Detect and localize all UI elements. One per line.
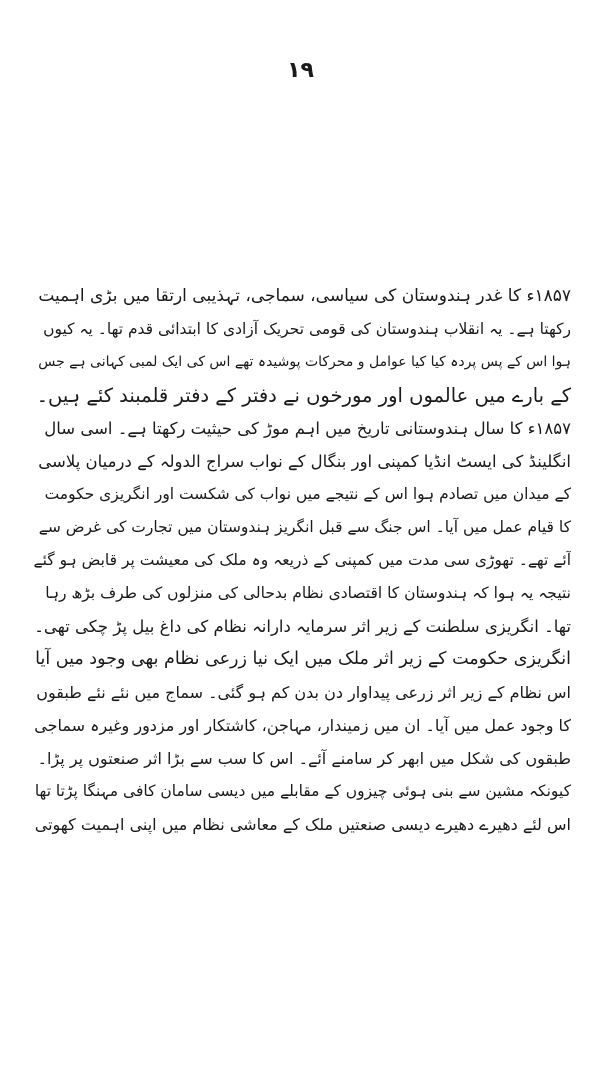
- text-line: انگلینڈ کی ایسٹ انڈیا کمپنی اور بنگال کے نواب سراج الدولہ کے درمیان پلاسی: [38, 452, 571, 471]
- text-line: کا وجود عمل میں آیا۔ ان میں زمیندار، مہاجن، کاشتکار اور مزدور وغیرہ سماجی: [34, 716, 571, 735]
- text-line: کا قیام عمل میں آیا۔ اس جنگ سے قبل انگریز ہندوستان میں تجارت کی غرض سے: [38, 518, 571, 536]
- text-line: اس لئے دھیرے دھیرے دیسی صنعتیں ملک کے معاشی نظام میں اپنی اہمیت کھوتی: [34, 815, 571, 834]
- text-line: آئے تھے۔ تھوڑی سی مدت میں کمپنی کے ذریعہ وہ ملک کی معیشت پر قابض ہو گئے: [33, 551, 571, 569]
- text-line: کے میدان میں تصادم ہوا اس کے نتیجے میں نواب کی شکست اور انگریزی حکومت: [44, 485, 571, 503]
- text-line: نتیجہ یہ ہوا کہ ہندوستان کا اقتصادی نظام بدحالی کی منزلوں کی طرف بڑھ رہا: [45, 584, 571, 602]
- text-line: اس نظام کے زیر اثر زرعی پیداوار دن بدن کم ہو گئی۔ سماج میں نئے نئے طبقوں: [36, 683, 571, 702]
- text-line: تھا۔ انگریزی سلطنت کے زیر اثر سرمایہ دارانہ نظام کی داغ بیل پڑ چکی تھی۔: [34, 617, 571, 636]
- text-line: رکھتا ہے۔ یہ انقلاب ہندوستان کی قومی تحریک آزادی کا ابتدائی قدم تھا۔ یہ کیوں: [43, 320, 571, 338]
- body-text: [30, 280, 571, 841]
- text-line: انگریزی حکومت کے زیر اثر ملک میں ایک نیا زرعی نظام بھی وجود میں آیا: [35, 649, 571, 669]
- text-line: ۱۸۵۷ء کا غدر ہندوستان کی سیاسی، سماجی، تہذیبی ارتقا میں بڑی اہمیت: [38, 286, 571, 306]
- text-line: ۱۸۵۷ء کا سال ہندوستانی تاریخ میں اہم موڑ کی حیثیت رکھتا ہے۔ اسی سال: [44, 419, 571, 438]
- page-number: ۱۹: [287, 58, 314, 83]
- text-line: طبقوں کی شکل میں ابھر کر سامنے آئے۔ اس کا سب سے بڑا اثر صنعتوں پر پڑا۔: [37, 749, 571, 768]
- text-line: کے بارے میں عالموں اور مورخوں نے دفتر کے دفتر قلمبند کئے ہیں۔: [36, 384, 571, 407]
- text-line: کیونکہ مشین سے بنی ہوئی چیزوں کے مقابلے میں دیسی سامان کافی مہنگا پڑتا تھا: [34, 782, 571, 800]
- text-line: ہوا اس کے پس پردہ کیا کیا عوامل و محرکات پوشیدہ تھے اس کی ایک لمبی کہانی ہے جس: [38, 354, 571, 370]
